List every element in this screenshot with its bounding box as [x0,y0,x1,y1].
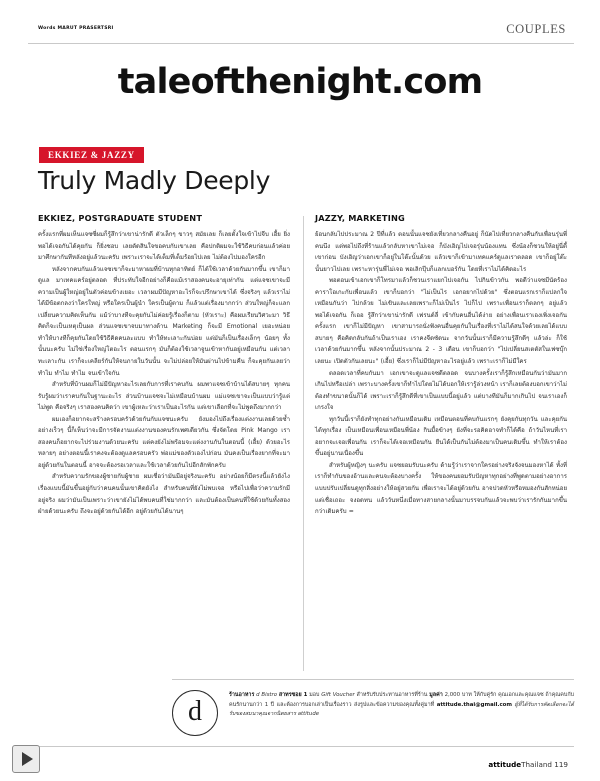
promo-line1-e: Gift Voucher [321,692,355,698]
paragraph: ทุกวันนี้เราก็ยังทำทุกอย่างกันเหมือนเดิม เหมือนตอนที่คบกันแรกๆ ยังคุยกันทุกวัน และคุยกันได้ทุกเรื่อง เป็นเหมือนเพื่อนเหมือนพี่น้อง กินมื้อข้างๆ ยังที่จะรอคิดอาจทำก็ได้คือ ถ้าวันไหนที่เราอยากจะเจอเพื่อนกัน เราก็จะได้เจอเหมือนกัน ยืนได้เป็นกันไม่ต้องมาเป็นคนเดิมขึ้น ทำให้เราต้องขึ้นอยู่นานเนื่องขึ้น [315,415,567,458]
promo-line2: คุณเอกและคุณแจซ ถ้าคุณคบกับคนรักนานกว่า 1 ปี และต้องการบอกเล่าเป็นเรื่องราว ส่งรูปและข้อความของคุณทั้งคู่มาที่ [229,692,575,708]
promo-line1-d: มอบ [309,692,320,698]
paragraph: ผมเองก็อยากจะสร้างครอบครัวด้วยกันกับแจซนะครับ ยังมองไปถึงเรื่องแต่งงานเลยด้วยซ้ำ อย่างเร็วๆ นี้ก็เห็นว่าจะมีการจัดงานแต่งงานของคนรักเพศเดียวกัน ซึ่งจัดโดย Pink Mango เราสองคนก็อยากจะไปร่วมงานด้วยนะครับ แต่คงยังไม่พร้อมจะแต่งงานกันในตอนนี้ (เอื้ย) ด้วยอะไรหลายๆ อย่างตอนนี้เราคงจะต้องดูแลครอบครัว พ่อแม่ของตัวเองไปก่อน มันคงเป็นเรื่องยากที่จะมาอยู่ด้วยกันในตอนนี้ อาจจะต้องรอเวลาและใช้เวลาด้วยกันไปอีกสักพักครับ [38,415,290,469]
promo-voucher-value: 2,000 [444,692,460,698]
footer-brand: attitude [488,760,522,769]
paragraph: สำหรับที่บ้านผมก็ไม่มีปัญหาอะไรเลยกับการที่เราคบกัน ผมพาแจซเข้าบ้านได้สบายๆ ทุกคนรับรู้ผมว่าเราคบกันในฐานะอะไร ส่วนบ้านแจซจะไม่เหมือนบ้านผม แม่แจซเขาจะเป็นแบบว่ารู้แต่ไม่พูด คือจริงๆ เราสองคนคิดว่า เขาผู้เหละว่าเราเป็นอะไรกัน แต่เขาเลือกที่จะไม่พูดถึงมากกว่า [38,381,290,412]
promo-line1-i: บาท ให้กับคู่รัก [461,692,497,698]
footer-divider [28,746,574,747]
paragraph: ย้อนกลับไปประมาณ 2 ปีที่แล้ว ตอนนั้นแจซยังเที่ยวกลางคืนอยู่ ก็นัดไปเที่ยวกลางคืนกับเพื่อนรุ่นพี่คนนึง แต่พอไปถึงที่ร้านแล้วกลับหาเขาไม่เจอ ก็บังเอิญไปเจอรุ่นน้องแทน ซึ่งน้องก็ชวนให้อยู่นี่ตี้เขาก่อน บังเอิญว่าเอกเขาก็อยู่ในโต๊ะนั้นด้วย แล้วเขาก็เข้ามาเทคแคร์ดูแลเราตลอด เขาก็อยู่โต๊ะนั้นยาวไปเลย เพราะหารุ่นพี่ไม่เจอ พอเลิกปุ๊บก็แลกเบอร์กัน โดยที่เราไม่ได้คิดอะไร [315,231,567,273]
paragraph: ครั้งแรกที่ผมเห็นแจซซี่ผมก็รู้สึกว่าเขาน่ารักดี ตัวเล็กๆ ขาวๆ สมัยเลย ก็เลยตั้งใจเข้าไปจีบ เอื้ย ยิ่งพอได้เจอกันได้คุยกัน ก็ยิ่งชอบ เลยตัดสินใจขอคบกับเขาเลย คือปกติผมจะใช้วิธีคบก่อนแล้วค่อยมาศึกษากันทีหลังอยู่แล้วนะครับ เพราะเราจะได้เต็มที่เต็มร้อยไปเลย ไม่ต้องไปมองใครอีก [38,231,290,262]
page-footer [488,760,568,769]
status-badge: EKKIEZ & JAZZY [39,147,144,163]
column-heading-jazzy: JAZZY, MARKETING [315,213,405,223]
page-number: 119 [554,760,568,769]
page-header [0,22,600,44]
paragraph: พอตอนเข้าเอกเขาก็โทรมาแล้วก็ชวนเราแยกไปเจอกัน ไปกินข้าวกัน พอดีว่าแจซมีนัดร้องคาราโอเกะกับเพื่อนแล้ว เขาก็บอกว่า "ไม่เป็นไร เอกอยากไปด้วย" ซึ่งตอนแรกเราก็แปลกใจเหมือนกันว่า ไปกล้วย ไม่เขินและเลยเพราะก็ไม่เป็นไร ไปก็ไป เพราะเพื่อนเราก็ตลกๆ อยู่แล้ว พอได้เจอกัน ก็เออ รู้สึกว่าเขาน่ารักดี เฟรนด์ลี่ เข้ากับคนอื่นได้ง่าย อย่างเพื่อนเราเองเพิ่งเจอกันครั้งแรก เขาก็ไม่มีปัญหา เขาสามารถนั่งฟังคนอื่นคุยกันในเรื่องที่เราไม่ได้สนใจด้วยเลยได้แบบสบายๆ คือคิดกลับกันถ้าเป็นเราเอง เราคงจีดซัดนะ จากวันนั้นเราก็มีความรู้สึกดีๆ แล้วล่ะ ก็ใช้เวลาด้วยกันมากขึ้น หลังจากนั้นประมาณ 2 - 3 เดือน เขาก็บอกว่า "ไปเปลี่ยนสเตตัสในเฟซบุ๊กเลยนะ เปิดตัวกันเลยนะ" (เอื้ย) ซึ่งเราก็ไม่มีปัญหาอะไรอยู่แล้ว เพราะเราก็ไม่มีใคร [315,277,567,366]
section-label: COUPLES [506,22,566,36]
d-bistro-logo: d [172,690,218,736]
column-heading-ekkiez: EKKIEZ, POSTGRADUATE STUDENT [38,213,203,223]
paragraph: สำหรับความรักของผู้ชายกับผู้ชาย ผมเชื่อว่ามันมีอยู่จริงนะครับ อย่างน้อยก็มีตรงนี้แล้วยังไง เรื่องแบบนี้มันขึ้นอยู่กับว่าคนคนนั้นเขาคิดยังไง สำหรับคนที่ยังไม่พบเจอ หรือไปเพื่อว่าความรักมีอยู่จริง ผมว่ามันเป็นเพราะว่าเขายังไม่ได้พบคนที่ใช่มากกว่า และมันต้องเป็นคนที่ใช้ด้วยกันทั้งสองฝ่ายด้วยนะครับ ถึงจะอยู่ด้วยกันได้อีก อยู่ด้วยกันได้นานๆ [38,473,290,516]
play-icon [22,752,33,766]
column-divider [303,216,304,671]
article-column-left [38,213,290,518]
article-headline: Truly Madly Deeply [38,166,271,195]
article-column-right [315,213,567,518]
paragraph: หลังจากคบกันแล้วแจซเขาก็จะมาหาผมที่บ้านทุกอาทิตย์ ก็ได้ใช้เวลาด้วยกันมากขึ้น เขาก็มาดูแล มาเทคแคร์อยู่ตลอด ที่ประทับใจอีกอย่างก็คือแม้เราสองคนจะอายุเท่ากัน แต่แจซเขาจะมีความเป็นผู้ใหญ่อยู่ในตัวค่อนข้างเยอะ เวลาผมมีปัญหาอะไรก็จะปรึกษาเขาได้ ซึ่งจริงๆ แล้วเราไม่ได้มีข้อตกลงว่าใครใหญ่ หรือใครเป็นผู้นำ ใครเป็นผู้ตาม ก็แล้วแต่เรื่องมากกว่า ส่วนใหญ่ก็จะแลกเปลี่ยนความคิดเห็นกัน แม้ว่าบางทีจะคุยกันไม่ค่อยรู้เรื่องก็ตาม (หัวเราะ) คือผมเรียนวิศวะมา วิธีคิดก็จะเป็นเหตุเป็นผล ส่วนแจซเขาจบมาทางด้าน Marketing ก็จะมี Emotional เยอะหน่อย ทำให้บางทีก็คุยกันโดยใช้วิธีคิดคนละแบบ ทำให้ทะเลาะกันบ่อย แต่มันก็เป็นเรื่องเล็กๆ น้อยๆ ทั้งนั้นนะครับ ไม่ใช่เรื่องใหญ่โตอะไร ตอนแรกๆ มันก็ต้องใช้เวลาจูนเข้าหากันอยู่เหมือนกัน แต่เวลาทะเลาะกัน เราก็จะเคลียร์กันให้จบภายในวันนั้น จะไม่ปล่อยให้มันผ่านไปข้ามคืน ก็จะคุยกันเลยว่า ทำไม ทำไม ทำไม จนเข้าใจกัน [38,265,290,377]
page-title: taleofthenight.com [117,62,483,102]
promo-line1-a: ร้านอาหาร [229,692,255,698]
header-divider [28,43,574,44]
promo-divider [172,679,574,680]
footer-brand-suffix: Thailand [521,760,552,769]
promo-email[interactable]: attitude.thai@gmail.com [436,701,512,708]
promo-line3-tail: ผู้ที่ได้รับการคัดเลือกจะได้รับของสมนาคุณจากนิตยสาร attitude [229,701,574,718]
play-button[interactable] [12,745,40,773]
promo-line1-c: สาทรซอย 1 [278,692,308,698]
promo-line1-b: d Bistro [256,692,278,698]
paragraph: ตลอดเวลาที่คบกันมา เอกเขาจะดูแลแจซดีตลอด จนบางครั้งเราก็รู้สึกเหมือนกันว่ามันมากเกินไปหรือเปล่า เพราะบางครั้งเขาก็ทำไปโดยไม่ได้บอกให้เรารู้ล่วงหน้า เราก็เลยต้องบอกเขาว่าไม่ต้องทำขนาดนั้นก็ได้ เพราะเราก็รู้สึกดีที่เขาเป็นแบบนี้อยู่แล้ว แต่บางทีมันก็มากเกินไป จนเราเองก็เกรงใจ [315,369,568,412]
promo-text [229,691,574,720]
byline: Words MARUT PRASERTSRI [38,26,114,31]
paragraph: สำหรับผู้หญิงๆ นะครับ แจซยอมรับนะครับ ด้ามรู้ว่าเราจากใครอย่างจริงจังจนมองหาได้ ทั้งที่เราก็ทำกันของอ้านและคนจะต้องบางครั้ง ให้ของคนยอมรับปัญหาทุกอย่างที่พูดตามอย่างอาการแบบปรับเปลี่ยนดูทุกสิ่งอย่างให้อยู่สวยกัน เพื่อเราจะได้อยู่ด้วยกัน อาจปวดหัวหรือหมองกันสักหน่อย แต่เชื่อเถอะ จงอดทน แล้ววันหนึ่งเมื่อทางสายกลางนั้นมาบรรจบกันแล้วจะพบว่าเรารักกันมากขึ้นกว่าเดิมครับ = [315,461,567,516]
promo-box [172,688,574,744]
promo-line1-g: มูลค่า [429,692,443,698]
promo-line1-f: สำหรับรับประทานอาหารที่ร้าน [356,692,428,698]
